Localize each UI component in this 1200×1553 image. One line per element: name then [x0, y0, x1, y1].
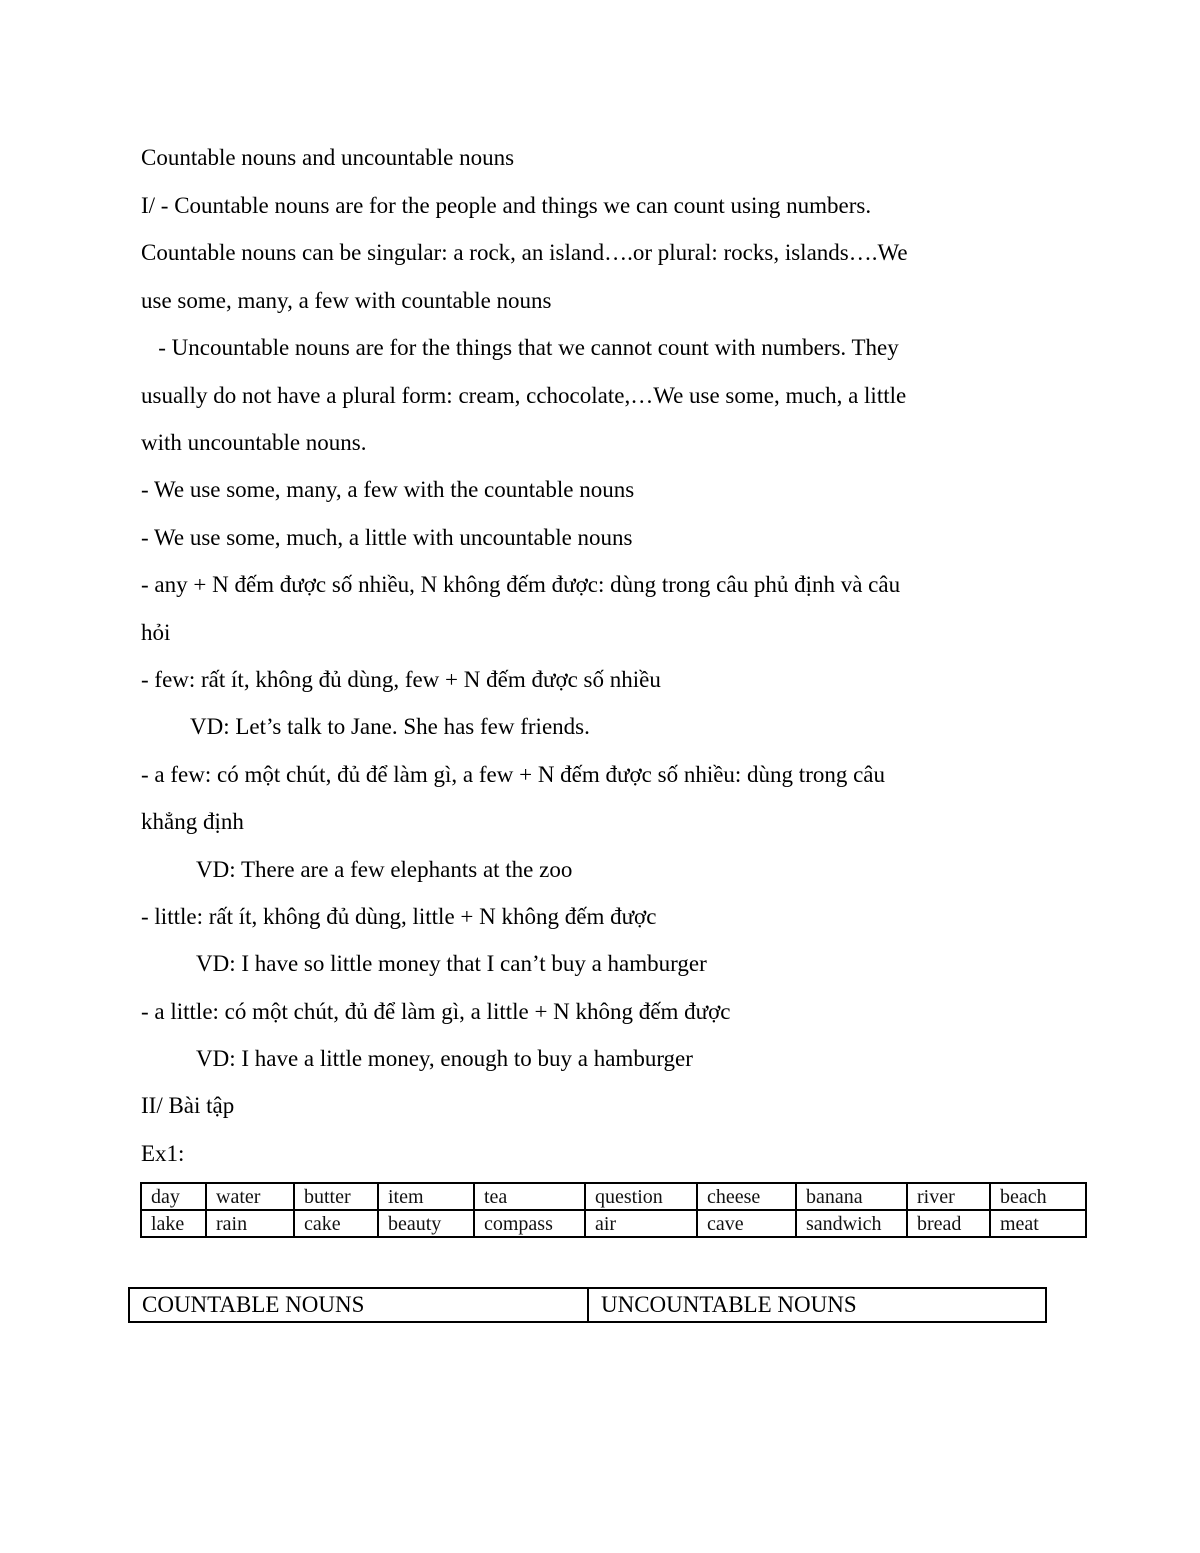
- text-line: Countable nouns can be singular: a rock, an island….or plural: rocks, islands….We: [141, 240, 908, 265]
- text-line: usually do not have a plural form: cream, cchocolate,…We use some, much, a little: [141, 383, 907, 408]
- word-table: [140, 1182, 1087, 1238]
- section-heading: II/ Bài tập: [141, 1093, 235, 1118]
- example-line: VD: I have so little money that I can’t buy a hamburger: [196, 951, 707, 976]
- text-line: - any + N đếm được số nhiều, N không đếm được: dùng trong câu phủ định và câu: [141, 572, 901, 597]
- table-cell: beauty: [378, 1210, 474, 1237]
- table-cell: beach: [990, 1183, 1086, 1210]
- table-cell: water: [206, 1183, 294, 1210]
- table-cell: compass: [474, 1210, 585, 1237]
- text-line: use some, many, a few with countable nouns: [141, 288, 552, 313]
- text-line: with uncountable nouns.: [141, 430, 367, 455]
- table-cell: river: [907, 1183, 990, 1210]
- table-cell: tea: [474, 1183, 585, 1210]
- text-line: - We use some, much, a little with uncountable nouns: [141, 525, 633, 550]
- text-line: - a little: có một chút, đủ để làm gì, a little + N không đếm được: [141, 999, 731, 1024]
- example-line: VD: There are a few elephants at the zoo: [196, 857, 573, 882]
- text-line: - We use some, many, a few with the countable nouns: [141, 477, 635, 502]
- table-cell: cake: [294, 1210, 378, 1237]
- table-cell: air: [585, 1210, 697, 1237]
- table-row: [129, 1288, 1046, 1322]
- countable-header: COUNTABLE NOUNS: [129, 1288, 588, 1322]
- text-line: - a few: có một chút, đủ để làm gì, a few + N đếm được số nhiều: dùng trong câu: [141, 762, 886, 787]
- table-cell: question: [585, 1183, 697, 1210]
- table-cell: butter: [294, 1183, 378, 1210]
- text-line: I/ - Countable nouns are for the people and things we can count using numbers.: [141, 193, 872, 218]
- document-title: Countable nouns and uncountable nouns: [141, 145, 515, 170]
- text-line: khẳng định: [141, 809, 244, 834]
- table-cell: meat: [990, 1210, 1086, 1237]
- text-line: - few: rất ít, không đủ dùng, few + N đếm được số nhiều: [141, 667, 661, 692]
- table-cell: bread: [907, 1210, 990, 1237]
- text-line: - little: rất ít, không đủ dùng, little + N không đếm được: [141, 904, 657, 929]
- text-line: - Uncountable nouns are for the things that we cannot count with numbers. They: [141, 335, 899, 360]
- table-cell: item: [378, 1183, 474, 1210]
- example-line: VD: I have a little money, enough to buy a hamburger: [196, 1046, 693, 1071]
- table-cell: rain: [206, 1210, 294, 1237]
- example-line: VD: Let’s talk to Jane. She has few friends.: [190, 714, 590, 739]
- table-row: [141, 1183, 1086, 1210]
- text-line: hỏi: [141, 620, 171, 645]
- table-cell: sandwich: [796, 1210, 907, 1237]
- category-table: [128, 1287, 1047, 1323]
- exercise-label: Ex1:: [141, 1141, 185, 1166]
- table-cell: cave: [697, 1210, 796, 1237]
- table-row: [141, 1210, 1086, 1237]
- table-cell: day: [141, 1183, 206, 1210]
- table-cell: cheese: [697, 1183, 796, 1210]
- table-cell: lake: [141, 1210, 206, 1237]
- table-cell: banana: [796, 1183, 907, 1210]
- uncountable-header: UNCOUNTABLE NOUNS: [588, 1288, 1046, 1322]
